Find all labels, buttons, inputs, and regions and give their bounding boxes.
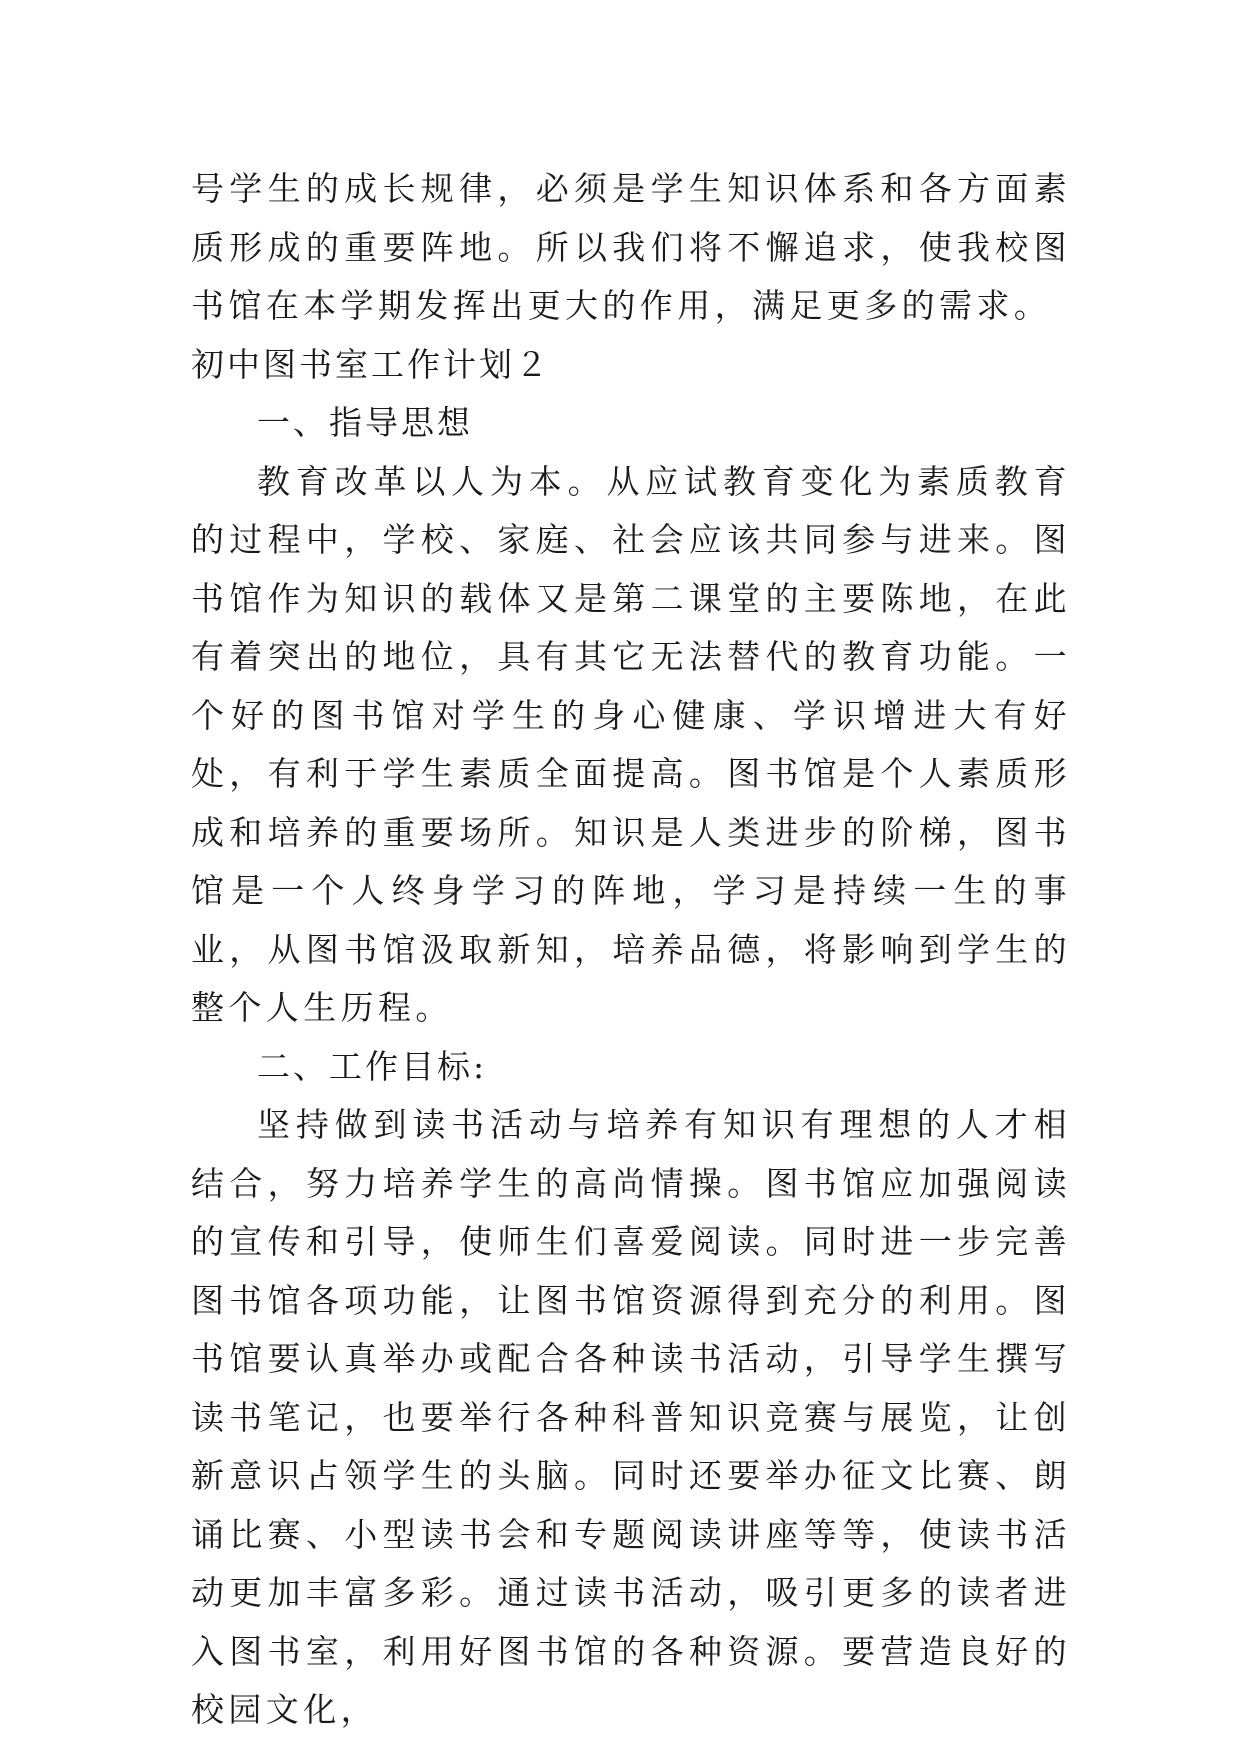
section-title: 初中图书室工作计划２ — [191, 344, 551, 384]
continuation-paragraph: 号学生的成长规律，必须是学生知识体系和各方面素质形成的重要阵地。所以我们将不懈追求，使我校图书馆在本学期发挥出更大的作用，满足更多的需求。 — [191, 169, 1071, 325]
paragraph-guiding-ideology: 教育改革以人为本。从应试教育变化为素质教育的过程中，学校、家庭、社会应该共同参与进来。图书馆作为知识的载体又是第二课堂的主要陈地，在此有着突出的地位，具有其它无法替代的教育功能。一个好的图书馆对学生的身心健康、学识增进大有好处，有利于学生素质全面提高。图书馆是个人素质形成和培养的重要场所。知识是人类进步的阶梯，图书馆是一个人终身学习的阵地，学习是持续一生的事业，从图书馆汲取新知，培养品德，将影响到学生的整个人生历程。 — [191, 461, 1071, 1027]
document-body — [191, 160, 1071, 1740]
paragraph-work-goals: 坚持做到读书活动与培养有知识有理想的人才相结合，努力培养学生的高尚情操。图书馆应加强阅读的宣传和引导，使师生们喜爱阅读。同时进一步完善图书馆各项功能，让图书馆资源得到充分的利用。图书馆要认真举办或配合各种读书活动，引导学生撰写读书笔记，也要举行各种科普知识竞赛与展览，让创新意识占领学生的头脑。同时还要举办征文比赛、朗诵比赛、小型读书会和专题阅读讲座等等，使读书活动更加丰富多彩。通过读书活动，吸引更多的读者进入图书室，利用好图书馆的各种资源。要营造良好的校园文化， — [191, 1105, 1071, 1729]
heading-guiding-ideology: 一、指导思想 — [257, 403, 473, 442]
heading-work-goals: 二、工作目标: — [257, 1046, 488, 1086]
